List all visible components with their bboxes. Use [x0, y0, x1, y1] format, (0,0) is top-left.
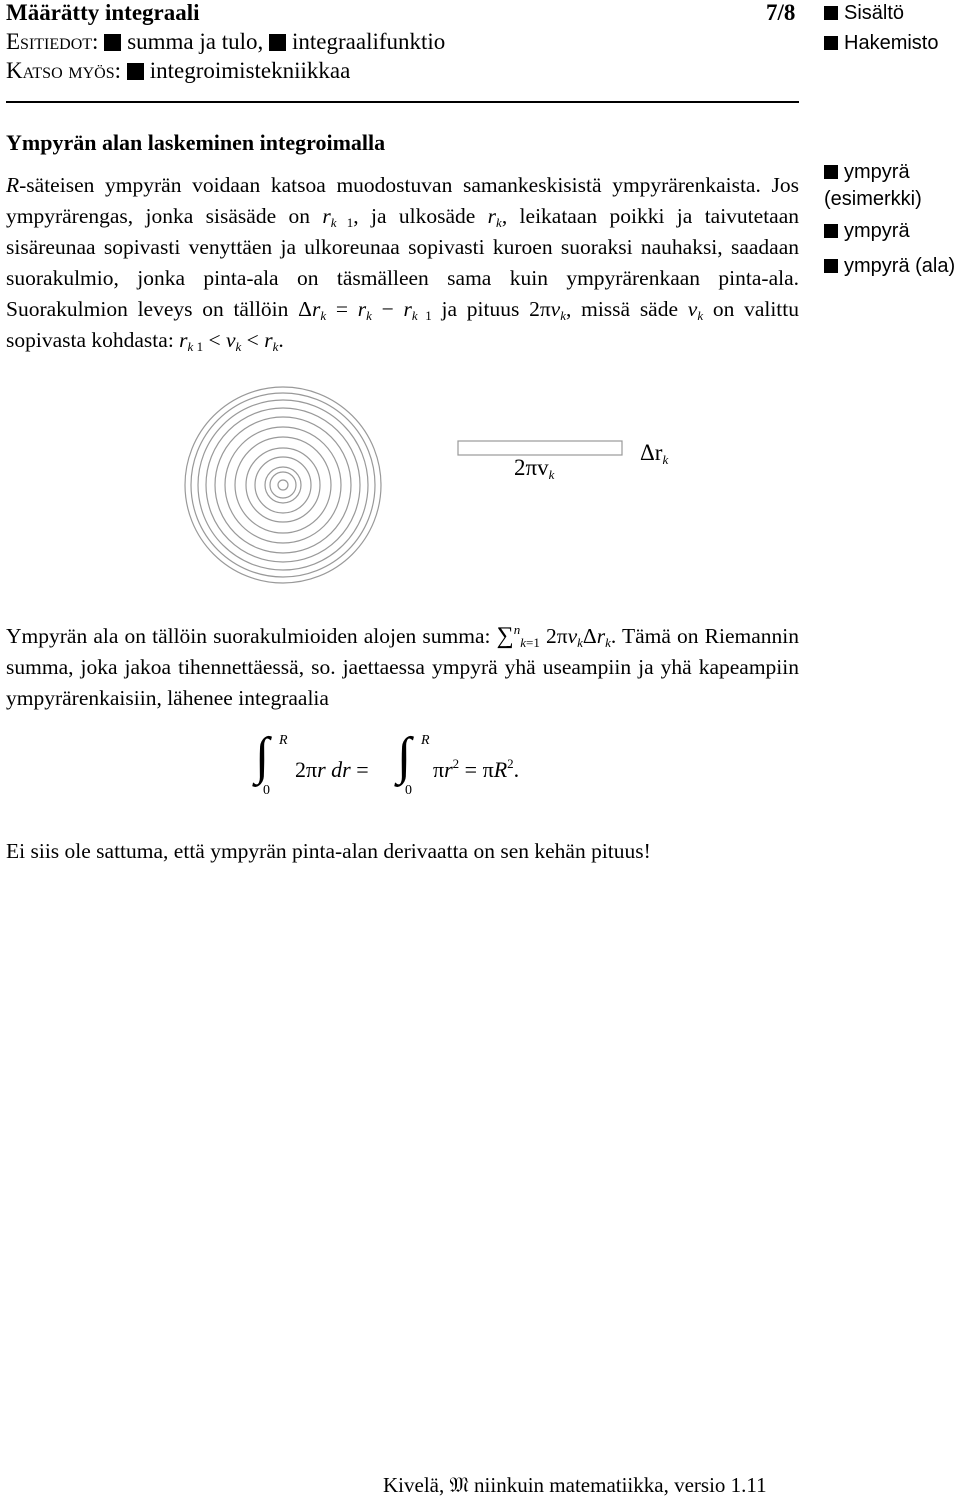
footer: Kivelä, 𝔐 niinkuin matematiikka, versio 1.11	[383, 1473, 767, 1497]
link-square-icon	[824, 165, 838, 179]
paragraph-intro: R-säteisen ympyrän voidaan katsoa muodostuvan samankeskisistä ympyrärenkaista. Jos ympyrärengas, jonka sisäsäde on $r_{k 1}$, ja ulkosäde $r_k$, leikataan poikki ja taivutetaan sisäreunaa sopivasti venyttäen ja ulkoreunaa sopivasti kuroen suoraksi nauhaksi, saadaan suorakulmio, jonka pinta-ala on täsmälleen sama kuin ympyrärenkaan pinta-ala. Suorakulmion leveys on tällöin $\Delta r_k = r_k - r_{k 1}$ ja pituus $2\pi v_k$, missä säde $v_k$ on valittu sopivasta kohdasta: $r_{k 1} < v_k < r_k$.	[6, 173, 800, 354]
header-divider	[6, 101, 799, 103]
see-also	[6, 58, 350, 84]
sidebar-link-circle-area[interactable]: ympyrä (ala)	[824, 255, 955, 278]
unrolled-rectangle	[458, 441, 622, 455]
link-square-icon	[127, 63, 144, 80]
seealso-link-integration[interactable]: integroimistekniikkaa	[127, 58, 351, 83]
prereq-link-antiderivative[interactable]: integraalifunktio	[269, 29, 445, 54]
concentric-rings	[185, 387, 381, 583]
page-number: 7/8	[766, 0, 796, 25]
link-square-icon	[269, 34, 286, 51]
rings-figure	[170, 385, 730, 595]
paragraph-riemann: Ympyrän ala on tällöin suorakulmioiden alojen summa: ∑$^n_{k=1}$ $2\pi v_k\Delta r_k$. Tämä on Riemannin summa, joka jakoa tihennettäessä, so. jaettaessa ympyrä yhä useampiin ja yhä kapeampiin ympyrärenkaisiin, lähenee integraalia	[6, 622, 799, 710]
nav-toc-link[interactable]: Sisältö	[824, 2, 904, 25]
prerequisites	[6, 29, 445, 55]
rect-width-label: $\Delta r_k$	[640, 440, 669, 467]
integral-formula: ∫ R 0 2πr dr = ∫ R 0 $\pi r^2 = \pi R^2$.	[255, 728, 520, 798]
nav-index-link[interactable]: Hakemisto	[824, 32, 938, 55]
sidebar-link-circle[interactable]: ympyrä	[824, 220, 910, 243]
link-square-icon	[824, 224, 838, 238]
prereq-label: Esitiedot:	[6, 29, 99, 54]
sidebar-link-circle-example[interactable]: ympyrä (esimerkki)	[824, 161, 922, 210]
section-title: Ympyrän alan laskeminen integroimalla	[6, 130, 386, 155]
prereq-link-sum[interactable]: summa ja tulo,	[104, 29, 263, 54]
page-title: Määrätty integraali	[6, 0, 200, 25]
rect-length-label: $2\pi v_k$	[514, 455, 555, 482]
seealso-label: Katso myös:	[6, 58, 121, 83]
link-square-icon	[104, 34, 121, 51]
paragraph-conclusion: Ei siis ole sattuma, että ympyrän pinta-alan derivaatta on sen kehän pituus!	[6, 839, 651, 863]
link-square-icon	[824, 259, 838, 273]
link-square-icon	[824, 36, 838, 50]
link-square-icon	[824, 6, 838, 20]
